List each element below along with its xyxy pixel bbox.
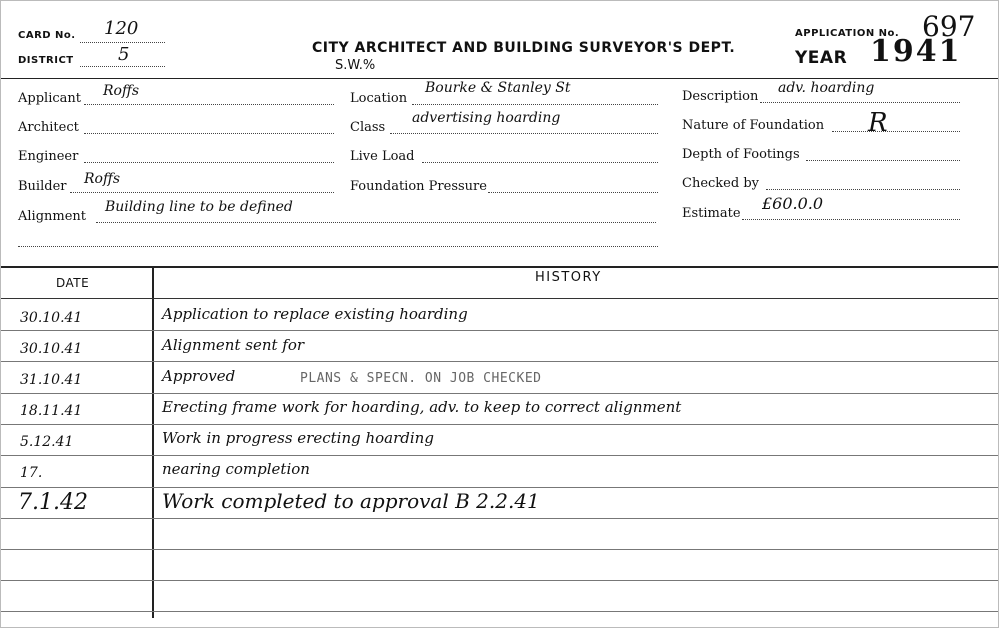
class-value: advertising hoarding: [412, 110, 561, 126]
year-value: 1941: [870, 34, 962, 69]
alignment-value: Building line to be defined: [105, 199, 293, 215]
row-date: 7.1.42: [18, 490, 88, 515]
alignment-label: Alignment: [18, 209, 87, 224]
depth-footings-label: Depth of Footings: [682, 147, 800, 162]
card-no-label: CARD No.: [18, 30, 76, 41]
nature-foundation-value: R: [868, 108, 888, 138]
architect-label: Architect: [18, 120, 79, 135]
checked-by-label: Checked by: [682, 176, 759, 191]
sw-note: S.W.%: [335, 58, 376, 73]
row-date: 30.10.41: [20, 341, 83, 357]
nature-foundation-label: Nature of Foundation: [682, 118, 825, 133]
row-history: nearing completion: [162, 460, 310, 478]
class-label: Class: [350, 120, 386, 135]
application-no-label: APPLICATION No.: [795, 28, 900, 39]
approval-stamp: PLANS & SPECN. ON JOB CHECKED: [300, 371, 542, 386]
application-no-value: 697: [922, 10, 976, 43]
applicant-value: Roffs: [103, 83, 140, 99]
history-header: HISTORY: [535, 270, 602, 285]
district-label: DISTRICT: [18, 55, 74, 66]
location-label: Location: [350, 91, 408, 106]
year-label: YEAR: [795, 48, 848, 68]
location-value: Bourke & Stanley St: [425, 80, 571, 96]
estimate-label: Estimate: [682, 206, 741, 221]
builder-label: Builder: [18, 179, 67, 194]
row-date: 31.10.41: [20, 372, 83, 388]
description-value: adv. hoarding: [778, 80, 875, 96]
department-title: CITY ARCHITECT AND BUILDING SURVEYOR'S DEPT.: [312, 40, 736, 56]
card-no-value: 120: [104, 18, 139, 39]
row-date: 18.11.41: [20, 403, 83, 419]
applicant-label: Applicant: [18, 91, 81, 106]
engineer-label: Engineer: [18, 149, 79, 164]
builder-value: Roffs: [84, 171, 121, 187]
date-header: DATE: [56, 276, 90, 290]
row-history: Approved: [162, 367, 236, 385]
description-label: Description: [682, 89, 759, 104]
row-history: Work in progress erecting hoarding: [162, 429, 434, 447]
foundation-pressure-label: Foundation Pressure: [350, 179, 487, 194]
row-history: Alignment sent for: [162, 336, 305, 354]
district-value: 5: [118, 44, 130, 65]
live-load-label: Live Load: [350, 149, 415, 164]
row-date: 30.10.41: [20, 310, 83, 326]
row-date: 17.: [20, 465, 43, 481]
row-history: Application to replace existing hoarding: [162, 305, 468, 323]
row-history: Erecting frame work for hoarding, adv. to keep to correct alignment: [162, 398, 682, 416]
estimate-value: £60.0.0: [762, 194, 824, 213]
row-history: Work completed to approval B 2.2.41: [162, 489, 540, 513]
row-date: 5.12.41: [20, 434, 74, 450]
